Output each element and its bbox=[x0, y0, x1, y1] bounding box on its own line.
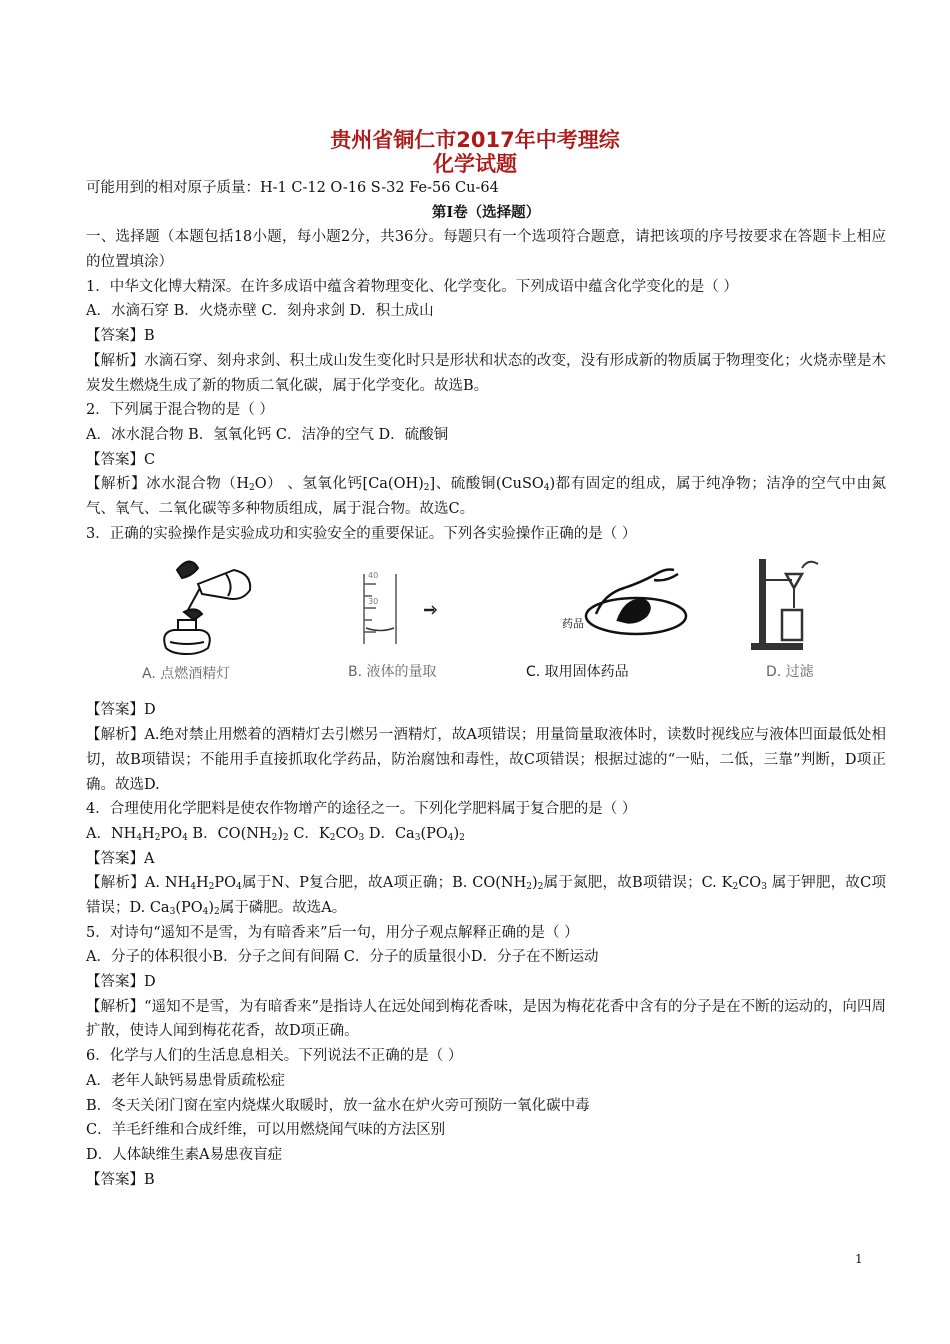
q5-stem: 5．对诗句“遥知不是雪，为有暗香来”后一句，用分子观点解释正确的是（ ） bbox=[86, 924, 579, 941]
fig-c-solid-reagent bbox=[526, 554, 706, 654]
q4-stem: 4．合理使用化学肥料是使农作物增产的途径之一。下列化学肥料属于复合肥的是（ ） bbox=[86, 801, 637, 818]
q2-stem: 2．下列属于混合物的是（ ） bbox=[86, 402, 274, 419]
fig-b-caption: B. 液体的量取 bbox=[348, 664, 437, 681]
atomic-masses: 可能用到的相对原子质量：H-1 C-12 O-16 S-32 Fe-56 Cu-64 bbox=[86, 180, 499, 196]
fig-c-label: 药品 bbox=[562, 617, 584, 631]
q2-options: A．冰水混合物 B．氢氧化钙 C．洁净的空气 D．硫酸铜 bbox=[86, 426, 449, 443]
q3-answer: 【答案】D bbox=[86, 702, 156, 719]
exam-subtitle: 化学试题 bbox=[433, 152, 517, 176]
q3-figure bbox=[86, 554, 886, 692]
q4-answer: 【答案】A bbox=[86, 850, 155, 867]
fig-d-caption: D. 过滤 bbox=[766, 664, 814, 681]
q6-option-d: D．人体缺维生素A易患夜盲症 bbox=[86, 1146, 283, 1163]
q2-answer: 【答案】C bbox=[86, 451, 156, 468]
q3-analysis: 【解析】A.绝对禁止用燃着的酒精灯去引燃另一酒精灯，故A项错误；用量筒量取液体时，读数时视线应与液体凹面最低处相切，故B项错误；不能用手直接抓取化学药品，防治腐蚀和毒性，故C项错误；根据过滤的“一贴，二低，三靠”判断，D项正确。故选D. bbox=[86, 727, 886, 793]
q6-option-c: C．羊毛纤维和合成纤维，可以用燃烧闻气味的方法区别 bbox=[86, 1122, 446, 1139]
hand-reagent-icon bbox=[526, 554, 706, 654]
fig-b-graduated-cylinder bbox=[348, 554, 468, 654]
q2-analysis: 【解析】冰水混合物$(H_2O)$ 、氢氧化钙$[Ca(OH)_2]$、硫酸铜(CuSO$_4$)都有固定的组成，属于纯净物；洁净的空气中由氮气、氧气、二氧化碳等多种物质组成，属于混合物。故选C。 bbox=[86, 476, 886, 518]
svg-text:30: 30 bbox=[368, 597, 379, 607]
graduated-cylinder-icon bbox=[348, 554, 468, 654]
fig-a-caption: A. 点燃酒精灯 bbox=[142, 666, 231, 683]
alcohol-lamp-icon bbox=[142, 554, 292, 666]
q3-stem: 3．正确的实验操作是实验成功和实验安全的重要保证。下列各实验操作正确的是（ ） bbox=[86, 525, 637, 542]
q4-analysis: 【解析】A. $NH_4H_2PO_4$属于N、P复合肥，故A项正确；B. $CO(NH_2)_2$属于氮肥，故B项错误；C. $K_2CO_3$ 属于钾肥，故C项错误；D. $Ca_3(PO_4)_2$属于磷肥。故选A。 bbox=[86, 875, 886, 917]
page-number: 1 bbox=[855, 1252, 863, 1266]
instructions: 一、选择题（本题包括18小题，每小题2分，共36分。每题只有一个选项符合题意，请把该项的序号按要求在答题卡上相应的位置填涂） bbox=[86, 229, 886, 271]
q6-stem: 6．化学与人们的生活息息相关。下列说法不正确的是（ ） bbox=[86, 1048, 463, 1065]
q5-answer: 【答案】D bbox=[86, 974, 156, 991]
exam-content bbox=[86, 176, 886, 1192]
q5-options: A．分子的体积很小B．分子之间有间隔 C．分子的质量很小D．分子在不断运动 bbox=[86, 949, 599, 966]
q6-option-b: B．冬天关闭门窗在室内烧煤火取暖时，放一盆水在炉火旁可预防一氧化碳中毒 bbox=[86, 1097, 590, 1114]
q1-stem: 1．中华文化博大精深。在许多成语中蕴含着物理变化、化学变化。下列成语中蕴含化学变化的是（ ） bbox=[86, 278, 738, 295]
exam-title: 贵州省铜仁市2017年中考理综 bbox=[330, 128, 620, 152]
q4-options: A．$NH_4H_2PO_4$ B．$CO(NH_2)_2$ C．$K_2CO_3$ D．$Ca_3(PO_4)_2$ bbox=[86, 825, 465, 843]
fig-a-alcohol-lamp bbox=[142, 554, 292, 666]
svg-text:40: 40 bbox=[368, 571, 379, 581]
fig-c-caption: C. 取用固体药品 bbox=[526, 664, 629, 681]
q1-options: A．水滴石穿 B．火烧赤壁 C．刻舟求剑 D．积土成山 bbox=[86, 303, 434, 320]
q5-analysis: 【解析】“遥知不是雪，为有暗香来”是指诗人在远处闻到梅花香味，是因为梅花花香中含有的分子是在不断的运动的，向四周扩散，使诗人闻到梅花花香，故D项正确。 bbox=[86, 998, 886, 1040]
q6-option-a: A．老年人缺钙易患骨质疏松症 bbox=[86, 1072, 285, 1089]
filtration-stand-icon bbox=[746, 554, 856, 654]
q6-answer: 【答案】B bbox=[86, 1171, 155, 1188]
q1-analysis: 【解析】水滴石穿、刻舟求剑、积土成山发生变化时只是形状和状态的改变，没有形成新的物质属于物理变化；火烧赤壁是木炭发生燃烧生成了新的物质二氧化碳，属于化学变化。故选B。 bbox=[86, 352, 886, 394]
section-title: 第Ⅰ卷（选择题） bbox=[431, 203, 541, 221]
q1-answer: 【答案】B bbox=[86, 328, 155, 345]
fig-d-filtration bbox=[746, 554, 856, 654]
